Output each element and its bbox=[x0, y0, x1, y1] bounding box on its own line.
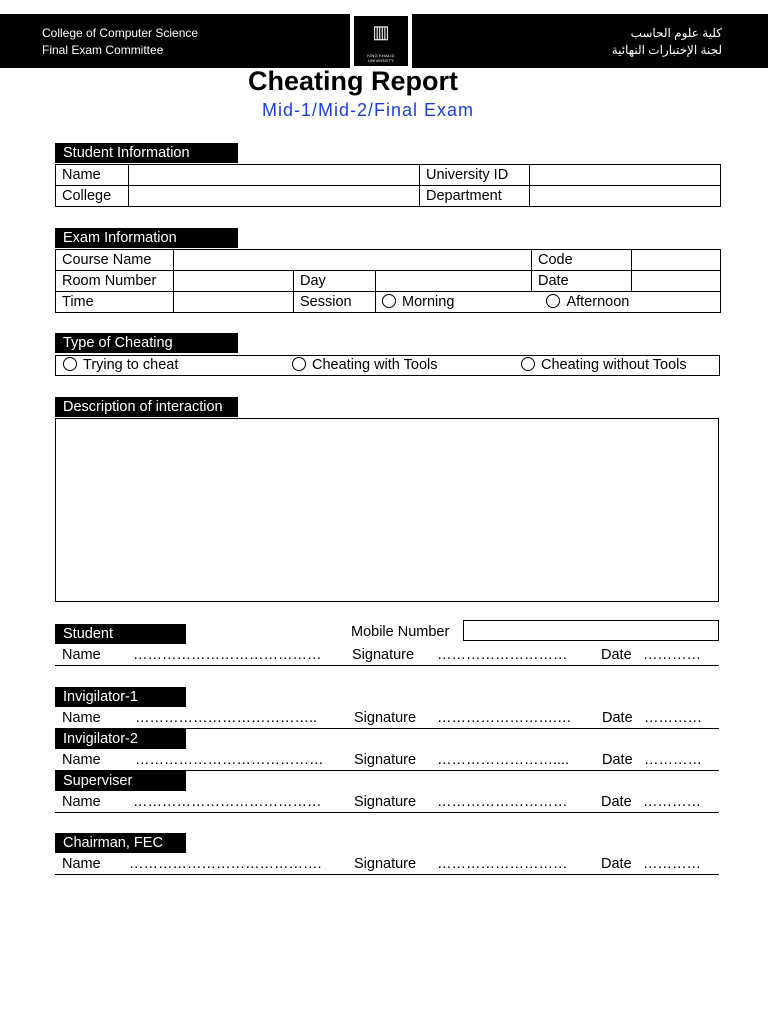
university-logo bbox=[350, 14, 412, 68]
session-label: Session bbox=[294, 292, 376, 313]
department-label: Department bbox=[420, 186, 530, 207]
superviser-signature-row bbox=[55, 792, 719, 813]
student-name-label: Name bbox=[62, 647, 101, 663]
student-name-line[interactable]: ………………………………… bbox=[133, 647, 322, 663]
student-info-table bbox=[55, 164, 721, 207]
exam-info-label: Exam Information bbox=[55, 228, 238, 248]
header-right bbox=[612, 25, 722, 59]
morning-radio[interactable] bbox=[382, 294, 396, 308]
university-id-label: University ID bbox=[420, 165, 530, 186]
department-field[interactable] bbox=[530, 186, 721, 207]
time-field[interactable] bbox=[174, 292, 294, 313]
session-options bbox=[376, 292, 721, 313]
student-date-line[interactable]: ………… bbox=[643, 647, 701, 663]
header-left bbox=[42, 25, 198, 59]
superviser-date-line[interactable]: ………… bbox=[643, 794, 701, 810]
invigilator2-signature-row bbox=[55, 750, 719, 771]
code-label: Code bbox=[532, 250, 632, 271]
name-label: Name bbox=[56, 165, 129, 186]
student-signature-row bbox=[55, 645, 719, 666]
cheating-type-label: Type of Cheating bbox=[55, 333, 238, 353]
invigilator1-signature-line[interactable]: …………………….… bbox=[437, 710, 572, 726]
superviser-signature-line[interactable]: ……………………… bbox=[437, 794, 568, 810]
chairman-signature-line[interactable]: ……………………… bbox=[437, 856, 568, 872]
chairman-name-label: Name bbox=[62, 856, 101, 872]
invigilator2-name-line[interactable]: ………………………………… bbox=[135, 752, 324, 768]
chairman-date-line[interactable]: ………… bbox=[643, 856, 701, 872]
superviser-date-label: Date bbox=[601, 794, 632, 810]
student-section-label: Student bbox=[55, 624, 186, 644]
chairman-signature-row bbox=[55, 854, 719, 875]
cheating-without-tools-option[interactable]: Cheating without Tools bbox=[521, 356, 687, 375]
university-id-field[interactable] bbox=[530, 165, 721, 186]
trying-to-cheat-radio[interactable] bbox=[63, 357, 77, 371]
superviser-name-label: Name bbox=[62, 794, 101, 810]
course-name-label: Course Name bbox=[56, 250, 174, 271]
student-date-label: Date bbox=[601, 647, 632, 663]
college-name-ar: كلية علوم الحاسب bbox=[630, 26, 722, 40]
day-label: Day bbox=[294, 271, 376, 292]
logo-emblem-icon: ▥ KING KHALID UNIVERSITY bbox=[354, 16, 408, 66]
invigilator2-name-label: Name bbox=[62, 752, 101, 768]
invigilator1-date-line[interactable]: ………… bbox=[644, 710, 702, 726]
room-number-label: Room Number bbox=[56, 271, 174, 292]
afternoon-radio[interactable] bbox=[546, 294, 560, 308]
invigilator1-label: Invigilator-1 bbox=[55, 687, 186, 707]
description-field[interactable] bbox=[55, 418, 719, 602]
student-signature-label: Signature bbox=[352, 647, 415, 663]
college-label: College bbox=[56, 186, 129, 207]
college-field[interactable] bbox=[129, 186, 420, 207]
student-info-label: Student Information bbox=[55, 143, 238, 163]
date-label: Date bbox=[532, 271, 632, 292]
cheating-without-tools-radio[interactable] bbox=[521, 357, 535, 371]
trying-to-cheat-option[interactable]: Trying to cheat bbox=[63, 356, 178, 375]
cheating-with-tools-radio[interactable] bbox=[292, 357, 306, 371]
code-field[interactable] bbox=[632, 250, 721, 271]
invigilator2-label: Invigilator-2 bbox=[55, 729, 186, 749]
invigilator2-signature-label: Signature bbox=[354, 752, 417, 768]
chairman-name-line[interactable]: …………………………………. bbox=[129, 856, 322, 872]
date-field[interactable] bbox=[632, 271, 721, 292]
invigilator1-date-label: Date bbox=[602, 710, 633, 726]
day-field[interactable] bbox=[376, 271, 532, 292]
chairman-date-label: Date bbox=[601, 856, 632, 872]
page-title: Cheating Report bbox=[247, 66, 458, 96]
invigilator1-signature-row bbox=[55, 708, 719, 729]
student-signature-line[interactable]: ……………………… bbox=[437, 647, 568, 663]
room-number-field[interactable] bbox=[174, 271, 294, 292]
committee-name-ar: لجنة الإختبارات النهائية bbox=[611, 43, 722, 57]
invigilator2-signature-line[interactable]: …………………….... bbox=[437, 752, 570, 768]
logo-text: KING KHALID UNIVERSITY bbox=[367, 53, 395, 63]
invigilator2-date-line[interactable]: ………… bbox=[644, 752, 702, 768]
chairman-label: Chairman, FEC bbox=[55, 833, 186, 853]
superviser-label: Superviser bbox=[55, 771, 186, 791]
invigilator1-name-label: Name bbox=[62, 710, 101, 726]
committee-name-en: Final Exam Committee bbox=[42, 43, 164, 57]
invigilator1-name-line[interactable]: ……………………………….. bbox=[135, 710, 318, 726]
superviser-signature-label: Signature bbox=[354, 794, 417, 810]
chairman-signature-label: Signature bbox=[354, 856, 417, 872]
description-label: Description of interaction bbox=[55, 397, 238, 417]
cheating-type-options bbox=[55, 355, 720, 376]
mobile-number-field[interactable] bbox=[463, 620, 719, 641]
exam-info-table bbox=[55, 249, 721, 313]
time-label: Time bbox=[56, 292, 174, 313]
afternoon-option[interactable]: Afternoon bbox=[546, 294, 629, 310]
course-name-field[interactable] bbox=[174, 250, 532, 271]
superviser-name-line[interactable]: ………………………………… bbox=[133, 794, 322, 810]
college-name-en: College of Computer Science bbox=[42, 26, 199, 40]
invigilator2-date-label: Date bbox=[602, 752, 633, 768]
page-subtitle: Mid-1/Mid-2/Final Exam bbox=[261, 100, 475, 120]
invigilator1-signature-label: Signature bbox=[354, 710, 417, 726]
morning-option[interactable]: Morning bbox=[382, 294, 454, 310]
student-name-field[interactable] bbox=[129, 165, 420, 186]
cheating-with-tools-option[interactable]: Cheating with Tools bbox=[292, 356, 437, 375]
mobile-number-label: Mobile Number bbox=[351, 624, 450, 640]
